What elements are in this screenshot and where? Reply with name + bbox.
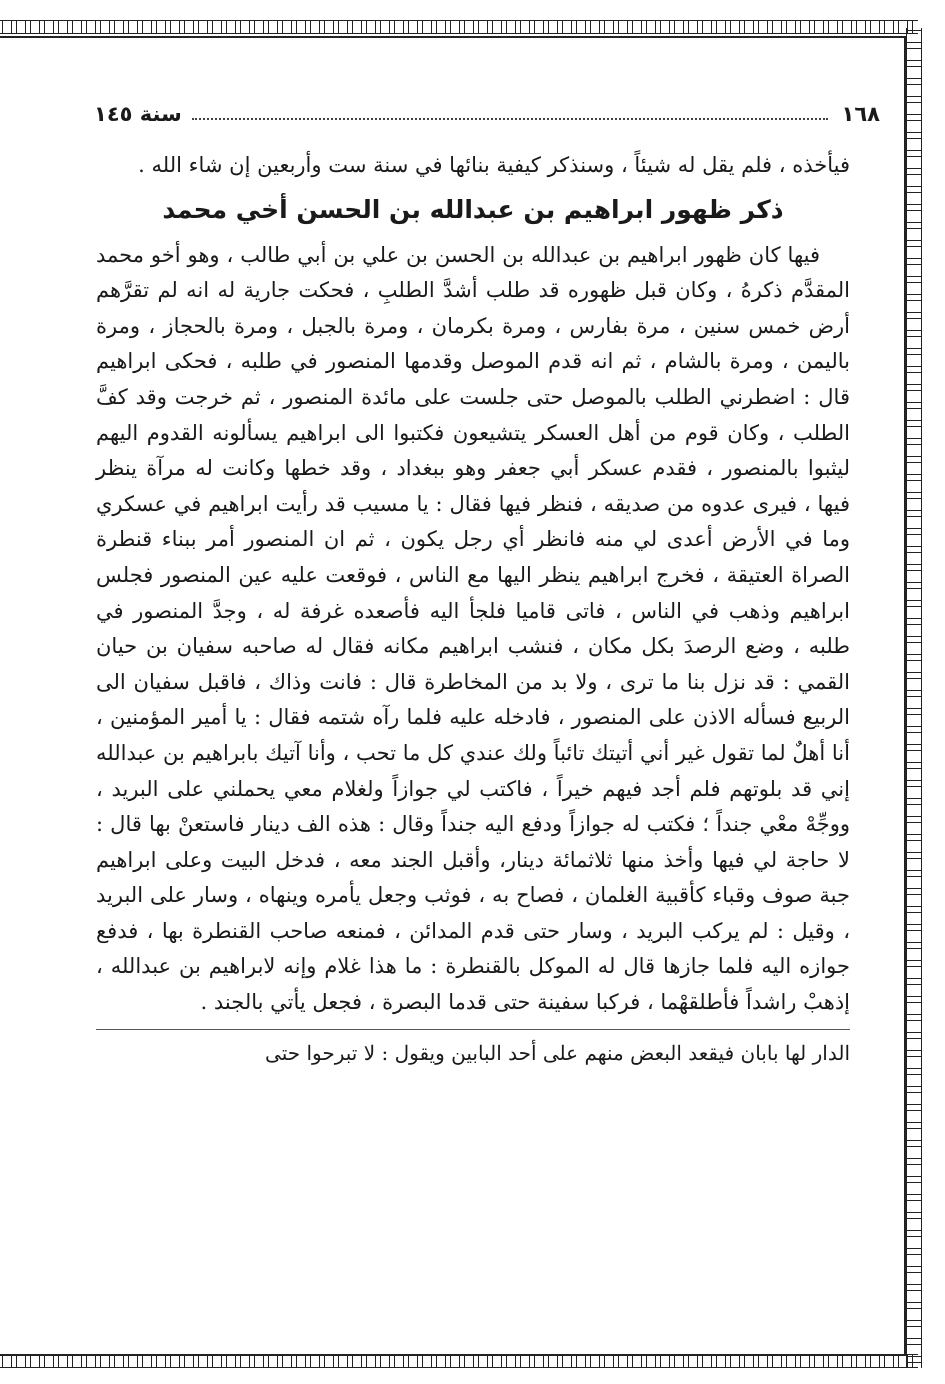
section-title: ذكر ظهور ابراهيم بن عبدالله بن الحسن أخي محمد	[162, 194, 784, 224]
intro-line: فيأخذه ، فلم يقل له شيئاً ، وسنذكر كيفية بنائها في سنة ست وأربعين إن شاء الله .	[138, 153, 850, 177]
header-dotted-leader	[192, 117, 828, 120]
footnote: الدار لها بابان فيقعد البعض منهم على أحد البابين ويقول : لا تبرحوا حتى	[265, 1040, 850, 1065]
body-paragraph: فيها كان ظهور ابراهيم بن عبدالله بن الحسن بن علي بن أبي طالب ، وهو أخو محمد المقدَّم ذكرهُ ، وكان قبل ظهوره قد طلب أشدَّ الطلبِ ، فحكت جارية له انه لم تقرَّهم أرض خمس سنين ، مرة بفارس ، ومرة بكرمان ، ومرة بالجبل ، ومرة بالحجاز ، ومرة باليمن ، ومرة بالشام ، ثم انه قدم الموصل وقدمها المنصور في طلبه ، فحكى ابراهيم قال : اضطرني الطلب بالموصل حتى جلست على مائدة المنصور ، ثم خرجت وقد كفَّ الطلب ، وكان قوم من أهل العسكر يتشيعون فكتبوا الى ابراهيم يسألونه القدوم اليهم ليثبوا بالمنصور ، فقدم عسكر أبي جعفر وهو ببغداد ، وقد خطها وكانت له مرآة ينظر فيها ، فيرى عدوه من صديقه ، فنظر فيها فقال : يا مسيب قد رأيت ابراهيم في عسكري وما في الأرض أعدى لي منه فانظر أي رجل يكون ، ثم ان المنصور أمر ببناء قنطرة الصراة العتيقة ، فخرج ابراهيم ينظر اليها مع الناس ، فوقعت عليه عين المنصور فجلس ابراهيم وذهب في الناس ، فاتى قاميا فلجأ اليه فأصعده غرفة له ، وجدَّ المنصور في طلبه ، وضع الرصدَ بكل مكان ، فنشب ابراهيم مكانه فقال له صاحبه سفيان بن حيان القمي : قد نزل بنا ما ترى ، ولا بد من المخاطرة قال : فانت وذاك ، فاقبل سفيان الى الربيع فسأله الاذن على المنصور ، فادخله عليه فلما رآه شتمه فقال : يا أمير المؤمنين ، أنا أهلٌ لما تقول غير أني أتيتك تائباً ولك عندي كل ما تحب ، وأنا آتيك بابراهيم بن عبدالله إني قد بلوتهم فلم أجد فيهم خيراً ، فاكتب لي جوازاً ولغلام معي يحملني على البريد ، ووجِّهْ معْي جنداً ؛ فكتب له جوازاً ودفع اليه جنداً وقال : هذه الف دينار فاستعنْ بها قال : لا حاجة لي فيها وأخذ منها ثلاثمائة دينار، وأقبل الجند معه ، فدخل البيت وعلى ابراهيم جبة صوف وقباء كأقبية الغلمان ، فصاح به ، فوثب وجعل يأمره وينهاه ، وسار على البريد ، وقيل : لم يركب البريد ، وسار حتى قدم المدائن ، فمنعه صاحب القنطرة بها ، فدفع جوازه اليه فلما جازها قال له الموكل بالقنطرة : ما هذا غلام وإنه لابراهيم بن عبدالله ، إذهبْ راشداً فأطلقهْما ، فركبا سفينة حتى قدما البصرة ، فجعل يأتي بالجند .	[96, 242, 850, 1015]
footnote-divider	[96, 1029, 850, 1030]
page-number: ١٦٨	[841, 102, 880, 126]
top-ornament-border	[0, 20, 918, 34]
year-label: سنة ١٤٥	[94, 102, 182, 126]
running-head	[94, 92, 880, 126]
page-content	[96, 148, 850, 1071]
right-ornament-border	[906, 28, 922, 1368]
bottom-ornament-border	[0, 1354, 918, 1368]
